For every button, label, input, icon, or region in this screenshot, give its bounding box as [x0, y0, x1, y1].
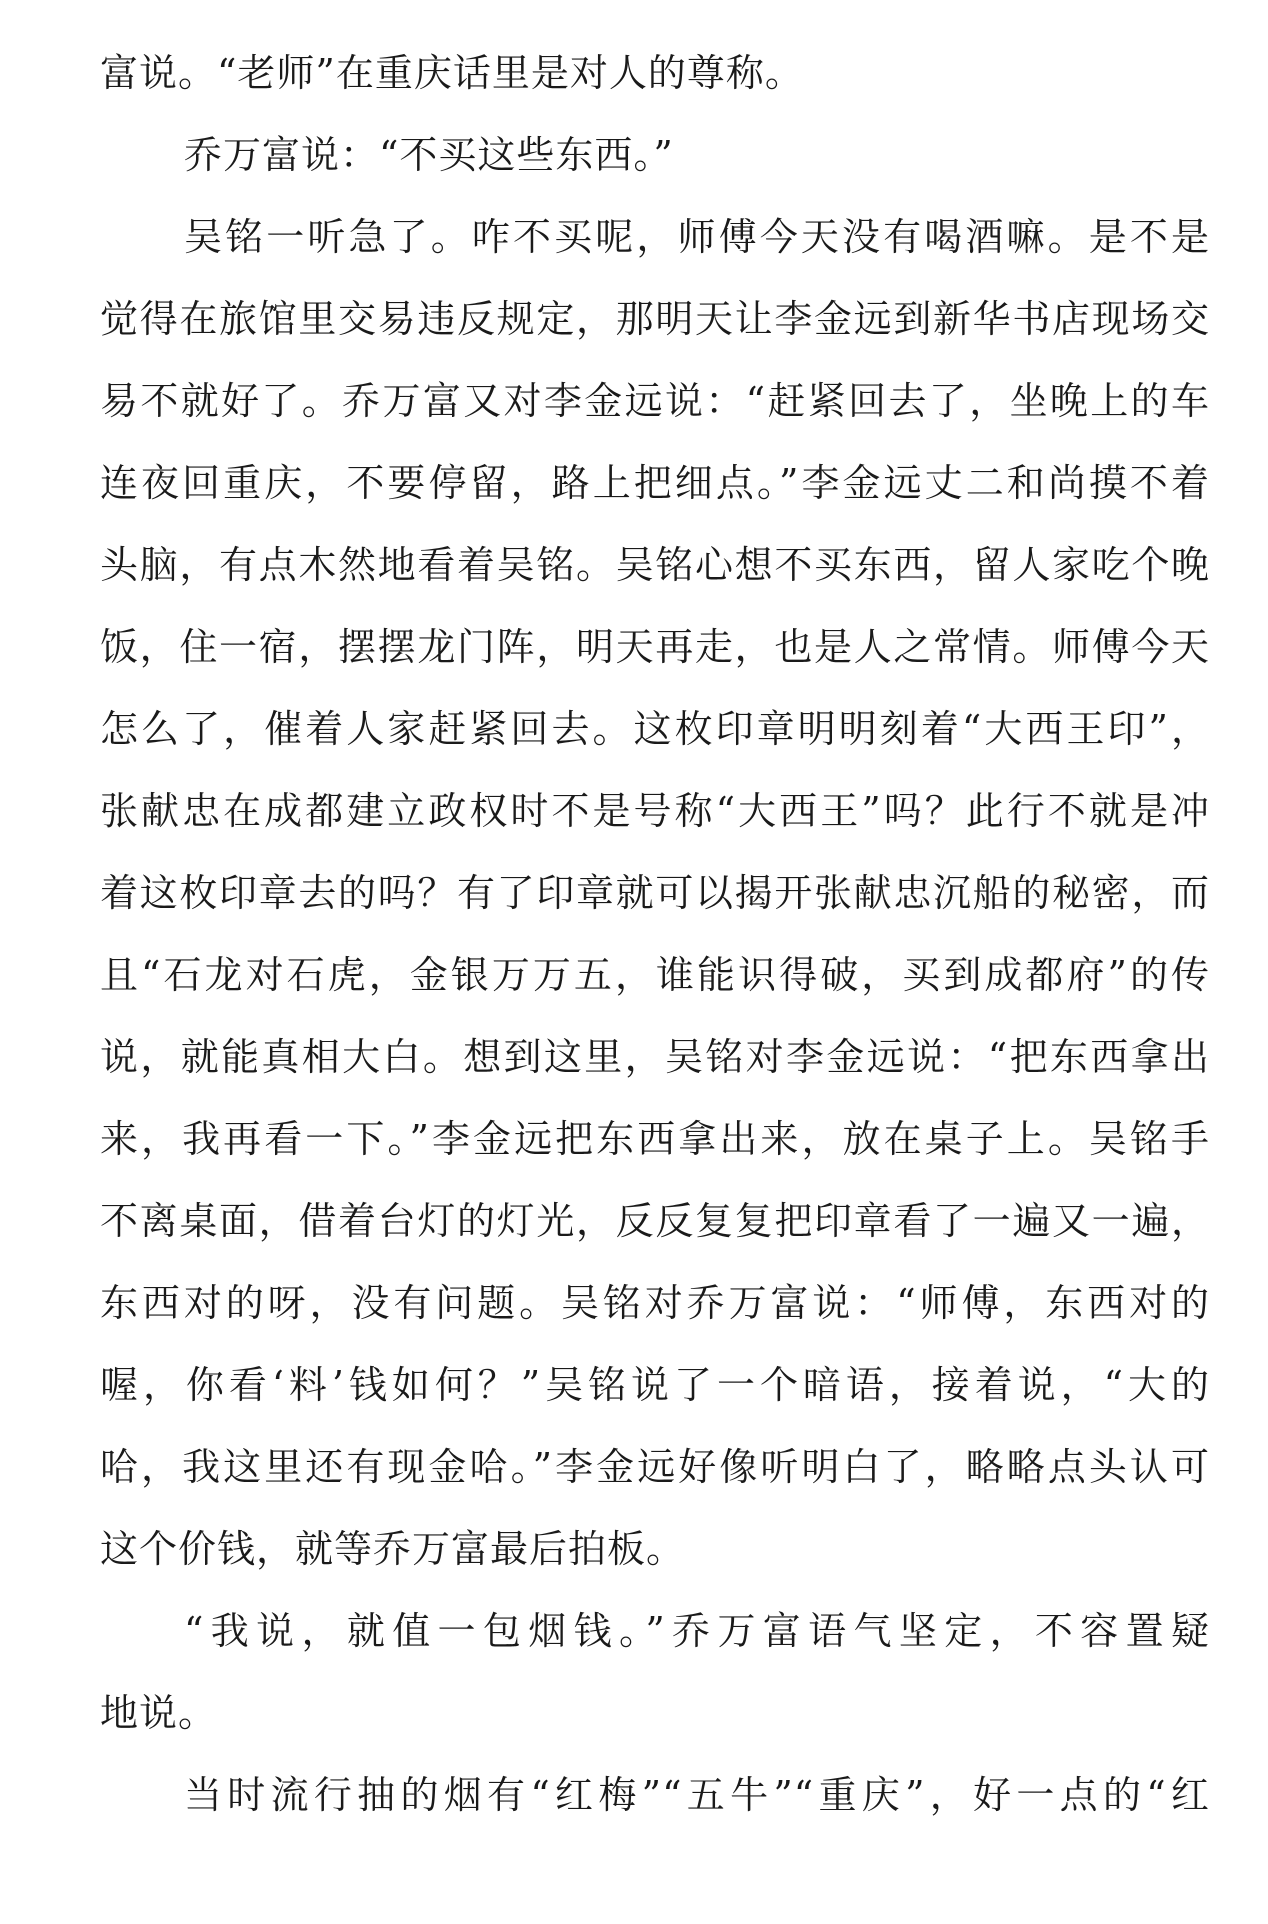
text-line: 且“石龙对石虎，金银万万五，谁能识得破，买到成都府”的传: [100, 953, 1210, 997]
text-line: 喔，你看‘料’钱如何？”吴铭说了一个暗语，接着说，“大的: [100, 1363, 1210, 1407]
text-line: 张献忠在成都建立政权时不是号称“大西王”吗？此行不就是冲: [100, 789, 1210, 833]
text-line: 着这枚印章去的吗？有了印章就可以揭开张献忠沉船的秘密，而: [100, 871, 1210, 915]
text-line: 不离桌面，借着台灯的灯光，反反复复把印章看了一遍又一遍，: [100, 1199, 1210, 1243]
text-line: 易不就好了。乔万富又对李金远说：“赶紧回去了，坐晚上的车: [100, 379, 1210, 423]
text-line: 这个价钱，就等乔万富最后拍板。: [100, 1527, 686, 1571]
text-line: 头脑，有点木然地看着吴铭。吴铭心想不买东西，留人家吃个晚: [100, 543, 1210, 587]
text-line: 地说。: [100, 1691, 218, 1735]
text-line: 连夜回重庆，不要停留，路上把细点。”李金远丈二和尚摸不着: [100, 461, 1210, 505]
text-line: 说，就能真相大白。想到这里，吴铭对李金远说：“把东西拿出: [100, 1035, 1210, 1079]
text-line: 吴铭一听急了。咋不买呢，师傅今天没有喝酒嘛。是不是: [184, 215, 1210, 259]
text-line: “我说，就值一包烟钱。”乔万富语气坚定，不容置疑: [184, 1609, 1210, 1653]
text-line: 富说。“老师”在重庆话里是对人的尊称。: [100, 51, 804, 95]
text-line: 乔万富说：“不买这些东西。”: [184, 133, 674, 177]
text-line: 东西对的呀，没有问题。吴铭对乔万富说：“师傅，东西对的: [100, 1281, 1210, 1325]
text-line: 哈，我这里还有现金哈。”李金远好像听明白了，略略点头认可: [100, 1445, 1210, 1489]
text-line: 饭，住一宿，摆摆龙门阵，明天再走，也是人之常情。师傅今天: [100, 625, 1210, 669]
text-line: 来，我再看一下。”李金远把东西拿出来，放在桌子上。吴铭手: [100, 1117, 1210, 1161]
body-text: [100, 32, 1210, 1836]
text-line: 觉得在旅馆里交易违反规定，那明天让李金远到新华书店现场交: [100, 297, 1210, 341]
text-line: 怎么了，催着人家赶紧回去。这枚印章明明刻着“大西王印”，: [100, 707, 1210, 751]
text-line: 当时流行抽的烟有“红梅”“五牛”“重庆”，好一点的“红: [184, 1773, 1210, 1817]
